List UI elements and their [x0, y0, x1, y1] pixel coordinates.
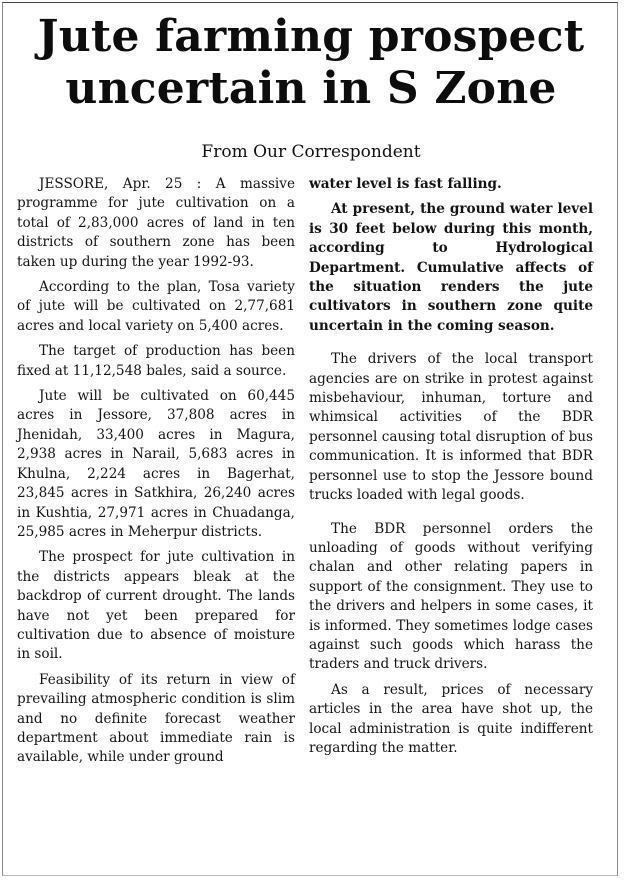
paragraph-continued: water level is fast falling.	[309, 176, 502, 192]
right-column	[309, 175, 593, 764]
left-column	[17, 175, 295, 774]
paragraph: JESSORE, Apr. 25 : A massive programme for jute cultivation on a total of 2,83,000 acres of land in ten districts of southern zone has been taken up during the year 1992-93.	[17, 176, 295, 270]
paragraph: As a result, prices of necessary articles in the area have shot up, the local administration is quite indifferent regarding the matter.	[309, 681, 593, 756]
headline: Jute farming prospect uncertain in S Zone	[37, 11, 585, 114]
paragraph: According to the plan, Tosa variety of jute will be cultivated on 2,77,681 acres and local variety on 5,400 acres.	[17, 279, 295, 334]
paragraph: At present, the ground water level is 30 feet below during this month, according to Hydrological Department. Cumulative affects of the situation renders the jute cultivators in southern zone quite uncertain in the coming season.	[309, 201, 593, 334]
byline: From Our Correspondent	[201, 142, 421, 162]
paragraph: Feasibility of its return in view of prevailing atmospheric condition is slim and no definite forecast weather department about immediate rain is available, while under ground	[17, 671, 295, 766]
paragraph: The prospect for jute cultivation in the districts appears bleak at the backdrop of current drought. The lands have not yet been prepared for cultivation due to absence of moisture in soil.	[17, 549, 295, 663]
paragraph: The drivers of the local transport agencies are on strike in protest against misbehaviour, inhuman, torture and whimsical activities of the BDR personnel causing total disruption of bus communication. It is informed that BDR personnel use to stop the Jessore bound trucks loaded with legal goods.	[309, 351, 593, 504]
newspaper-clipping	[2, 2, 618, 876]
paragraph: The BDR personnel orders the unloading of goods without verifying chalan and other relating papers in support of the consignment. They use to the drivers and helpers in some cases, it is informed. They sometimes lodge cases against such goods which harass the traders and truck drivers.	[309, 520, 593, 673]
paragraph: The target of production has been fixed at 11,12,548 bales, said a source.	[17, 343, 295, 379]
paragraph: Jute will be cultivated on 60,445 acres in Jessore, 37,808 acres in Jhenidah, 33,400 acres in Magura, 2,938 acres in Narail, 5,683 acres in Khulna, 2,224 acres in Bagerhat, 23,845 acres in Satkhira, 26,240 acres in Kushtia, 27,971 acres in Chuadanga, 25,985 acres in Meherpur districts.	[17, 388, 295, 540]
